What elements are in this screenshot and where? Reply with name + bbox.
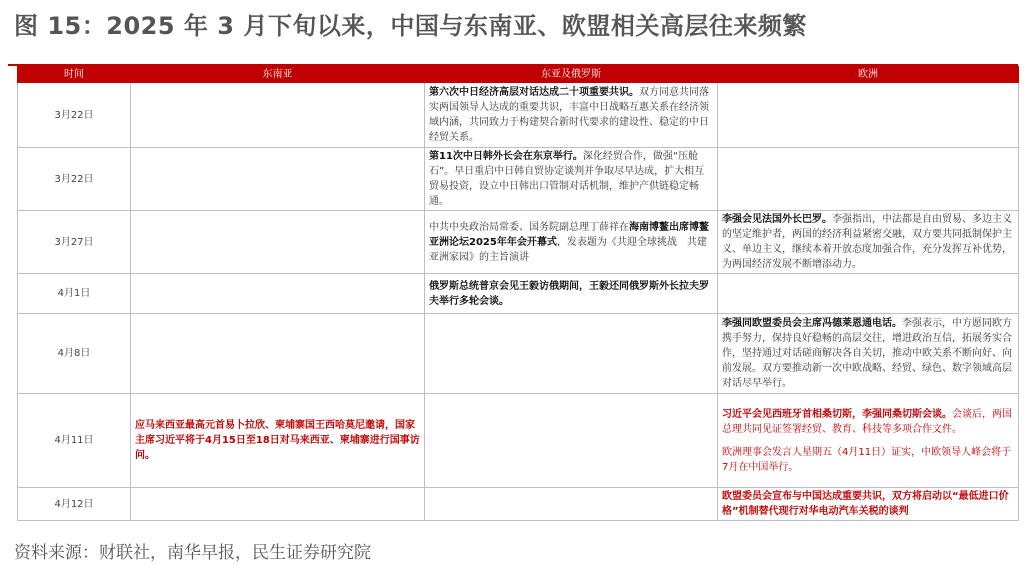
table-row — [18, 274, 1019, 314]
cell-southeast-asia — [131, 274, 425, 314]
cell-europe — [718, 488, 1019, 521]
cell-southeast-asia — [131, 83, 425, 148]
cell-southeast-asia — [131, 211, 425, 274]
event-headline: 俄罗斯总统普京会见王毅访俄期间，王毅还同俄罗斯外长拉夫罗夫举行多轮会谈。 — [429, 280, 709, 307]
cell-time: 4月12日 — [18, 488, 131, 521]
table-header-row — [18, 67, 1019, 83]
event-headline: 习近平会见西班牙首相桑切斯，李强同桑切斯会谈。 — [722, 408, 952, 420]
cell-time: 3月27日 — [18, 211, 131, 274]
cell-time: 4月11日 — [18, 394, 131, 488]
header-east-asia-russia: 东亚及俄罗斯 — [425, 67, 718, 83]
event-headline: 应马来西亚最高元首易卜拉欣、柬埔寨国王西哈莫尼邀请，国家主席习近平将于4月15日至18日对马来西亚、柬埔寨进行国事访问。 — [135, 420, 420, 461]
table-row — [18, 148, 1019, 211]
cell-southeast-asia — [131, 488, 425, 521]
event-headline: 第六次中日经济高层对话达成二十项重要共识。 — [429, 87, 639, 98]
cell-east-asia-russia — [425, 211, 718, 274]
cell-east-asia-russia — [425, 314, 718, 394]
cell-europe — [718, 83, 1019, 148]
event-detail: 会谈后，两国总理共同见证签署经贸、教育、科技等多项合作文件。 — [722, 408, 1012, 435]
event-detail: 深化经贸合作，做强“压舱石”。早日重启中日韩自贸协定谈判并争取尽早达成，扩大相互贸易投资，设立中日韩出口管制对话机制，维护产供链稳定畅通。 — [429, 151, 705, 207]
table-row — [18, 83, 1019, 148]
event-headline: 海南博鳌出席博鳌亚洲论坛2025年年会开幕式 — [429, 221, 709, 248]
cell-europe — [718, 274, 1019, 314]
cell-europe — [718, 314, 1019, 394]
cell-europe — [718, 394, 1019, 488]
event-headline: 李强会见法国外长巴罗。 — [722, 214, 832, 225]
header-europe: 欧洲 — [718, 67, 1019, 83]
header-southeast-asia: 东南亚 — [131, 67, 425, 83]
header-time: 时间 — [18, 67, 131, 83]
cell-east-asia-russia — [425, 394, 718, 488]
cell-europe — [718, 211, 1019, 274]
event-detail-pre: 中共中央政治局常委、国务院副总理丁薛祥在 — [429, 221, 629, 233]
cell-southeast-asia — [131, 314, 425, 394]
spacer — [722, 437, 1014, 445]
cell-southeast-asia — [131, 394, 425, 488]
event-headline: 李强同欧盟委员会主席冯德莱恩通电话。 — [722, 318, 902, 329]
cell-time: 3月22日 — [18, 148, 131, 211]
table-row — [18, 488, 1019, 521]
source-note: 资料来源：财联社，南华早报，民生证券研究院 — [14, 543, 371, 563]
cell-east-asia-russia — [425, 148, 718, 211]
table-row — [18, 211, 1019, 274]
cell-east-asia-russia — [425, 83, 718, 148]
cell-time: 4月8日 — [18, 314, 131, 394]
cell-southeast-asia — [131, 148, 425, 211]
event-detail: 双方同意共同落实两国领导人达成的重要共识，丰富中日战略互惠关系在经济领域内涵，共同致力于构建契合新时代要求的建设性、稳定的中日经贸关系。 — [429, 87, 709, 143]
table-row — [18, 314, 1019, 394]
event-detail: 李强指出，中法都是自由贸易、多边主义的坚定维护者，两国的经济利益紧密交融，双方要共同抵制保护主义、单边主义，继续本着开放态度加强合作，充分发挥互补优势，为两国经济发展不断增添动力。 — [722, 214, 1012, 270]
cell-time: 3月22日 — [18, 83, 131, 148]
event-headline: 欧盟委员会宣布与中国达成重要共识，双方将启动以“最低进口价格”机制替代现行对华电动汽车关税的谈判 — [722, 491, 1009, 517]
page-title: 图 15：2025 年 3 月下旬以来，中国与东南亚、欧盟相关高层往来频繁 — [14, 12, 807, 40]
cell-time: 4月1日 — [18, 274, 131, 314]
table-row — [18, 394, 1019, 488]
event-headline: 第11次中日韩外长会在东京举行。 — [429, 151, 583, 162]
diplomacy-table — [17, 66, 1019, 521]
cell-east-asia-russia — [425, 274, 718, 314]
event-detail: ，发表题为《共迎全球挑战 共建亚洲家园》的主旨演讲 — [429, 236, 707, 263]
cell-east-asia-russia — [425, 488, 718, 521]
cell-europe — [718, 148, 1019, 211]
event-detail: 李强表示，中方愿同欧方携手努力，保持良好稳畅的高层交往，增进政治互信，拓展务实合作，坚持通过对话磋商解决各自关切，推动中欧关系不断向好、向前发展。双方要推动新一次中欧战略、经贸、绿色、数字领域高层对话尽早举行。 — [722, 318, 1012, 389]
event-detail-2: 欧洲理事会发言人星期五（4月11日）证实，中欧领导人峰会将于7月在中国举行。 — [722, 446, 1012, 473]
